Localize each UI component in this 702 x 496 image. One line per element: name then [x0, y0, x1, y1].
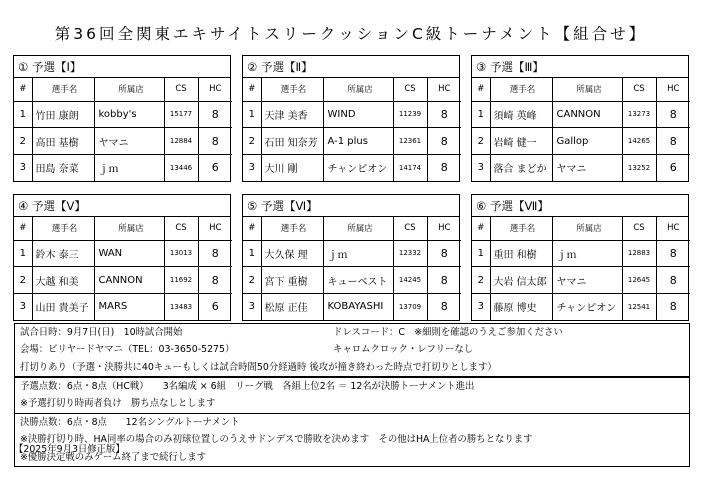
group-title: ④ 予選【Ⅴ】 — [14, 195, 230, 217]
player-name: 田島 奈菜 — [32, 154, 94, 181]
column-header-cs: CS — [164, 217, 198, 240]
player-no: 3 — [243, 293, 261, 320]
player-hc: 8 — [656, 128, 690, 155]
player-name: 藤原 博史 — [490, 293, 552, 320]
match-date: 試合日時：9月7日(日) 10時試合開始 — [20, 327, 183, 338]
player-hc: 8 — [198, 267, 232, 294]
player-name: 落合 まどか — [490, 154, 552, 181]
venue: 会場：ビリヤードヤマニ（TEL：03-3650-5275） — [20, 344, 235, 356]
group-title: ⑤ 予選【Ⅵ】 — [243, 195, 459, 217]
player-hc: 8 — [427, 101, 461, 128]
player-no: 2 — [472, 128, 490, 155]
player-cs: 13273 — [622, 101, 656, 128]
group-title: ③ 予選【Ⅲ】 — [472, 56, 688, 78]
group-table — [471, 55, 689, 182]
player-cs: 14245 — [393, 267, 427, 294]
player-shop: kobby's — [94, 101, 164, 128]
player-name: 山田 貴美子 — [32, 293, 94, 320]
player-hc: 8 — [198, 128, 232, 155]
column-header-cs: CS — [622, 78, 656, 101]
player-shop: チャンピオン — [552, 293, 622, 320]
final-note-championship: ※優勝決定戦のみゲーム終了まで続行します — [20, 451, 206, 463]
player-cs: 12361 — [393, 128, 427, 155]
final-rules-box — [14, 413, 690, 467]
player-name: 石田 知奈芳 — [261, 128, 323, 155]
player-shop: WIND — [323, 101, 393, 128]
player-name: 岩崎 健一 — [490, 128, 552, 155]
player-cs: 12332 — [393, 240, 427, 267]
column-header-name: 選手名 — [261, 217, 323, 240]
player-row — [14, 154, 232, 181]
player-table — [14, 217, 232, 320]
player-shop: MARS — [94, 293, 164, 320]
column-header-hc: HC — [427, 78, 461, 101]
player-no: 1 — [243, 240, 261, 267]
player-table — [243, 217, 461, 320]
player-row — [472, 128, 690, 155]
player-row — [243, 267, 461, 294]
cutoff-rule: 打切りあり（予選・決勝共に40キューもしくは試合時間50分経過時 後攻が撞き終わった時点で打切りとします） — [20, 361, 497, 373]
player-hc: 8 — [427, 154, 461, 181]
column-header-name: 選手名 — [261, 78, 323, 101]
player-cs: 12883 — [622, 240, 656, 267]
column-header-cs: CS — [393, 78, 427, 101]
group-title: ⑥ 予選【Ⅶ】 — [472, 195, 688, 217]
header-row — [472, 78, 690, 101]
player-table — [472, 78, 690, 181]
prelim-note: ※予選打切り時両者負け 勝ち点なしとします — [20, 398, 216, 410]
player-name: 宮下 重樹 — [261, 267, 323, 294]
player-cs: 13709 — [393, 293, 427, 320]
player-row — [14, 267, 232, 294]
column-header-no: # — [243, 78, 261, 101]
column-header-no: # — [243, 217, 261, 240]
column-header-shop: 所属店 — [94, 217, 164, 240]
player-no: 3 — [472, 154, 490, 181]
prelim-rules-box — [14, 377, 690, 414]
final-rule: 決勝点数：6点・8点 12名シングルトーナメント — [20, 417, 240, 428]
player-row — [472, 154, 690, 181]
player-shop: ｊｍ — [94, 154, 164, 181]
header-row — [472, 217, 690, 240]
player-row — [472, 267, 690, 294]
group-table — [13, 55, 231, 182]
player-row — [14, 128, 232, 155]
player-name: 天津 美香 — [261, 101, 323, 128]
player-no: 1 — [472, 101, 490, 128]
player-cs: 13446 — [164, 154, 198, 181]
prelim-rule: 予選点数：6点・8点（HC戦） 3名編成 × 6組 リーグ戦 各組上位2名 ＝ 12名が決勝トーナメント進出 — [20, 381, 475, 392]
column-header-cs: CS — [393, 217, 427, 240]
header-row — [243, 78, 461, 101]
group-table — [13, 194, 231, 321]
player-hc: 8 — [427, 240, 461, 267]
player-shop: ｊｍ — [323, 240, 393, 267]
player-no: 1 — [472, 240, 490, 267]
player-shop: KOBAYASHI — [323, 293, 393, 320]
column-header-name: 選手名 — [490, 78, 552, 101]
column-header-no: # — [472, 217, 490, 240]
player-shop: CANNON — [552, 101, 622, 128]
player-row — [472, 240, 690, 267]
player-table — [14, 78, 232, 181]
group-table — [471, 194, 689, 321]
player-no: 2 — [472, 267, 490, 294]
final-note-tiebreak: ※決勝打切り時、HA同率の場合のみ初球位置しのうえサドンデスで勝敗を決めます その他はHA上位者の勝ちとなります — [20, 434, 533, 446]
player-name: 大川 剛 — [261, 154, 323, 181]
column-header-name: 選手名 — [490, 217, 552, 240]
player-row — [243, 154, 461, 181]
player-hc: 8 — [427, 293, 461, 320]
player-cs: 12541 — [622, 293, 656, 320]
player-hc: 8 — [198, 101, 232, 128]
player-cs: 12645 — [622, 267, 656, 294]
player-row — [14, 240, 232, 267]
player-shop: Gallop — [552, 128, 622, 155]
player-row — [243, 128, 461, 155]
player-name: 大久保 理 — [261, 240, 323, 267]
player-shop: ヤマニ — [552, 154, 622, 181]
info-line — [15, 324, 689, 341]
group-title: ① 予選【Ⅰ】 — [14, 56, 230, 78]
column-header-hc: HC — [198, 217, 232, 240]
player-row — [243, 101, 461, 128]
player-shop: チャンピオン — [323, 154, 393, 181]
column-header-hc: HC — [427, 217, 461, 240]
player-cs: 11692 — [164, 267, 198, 294]
player-row — [243, 293, 461, 320]
player-shop: ヤマニ — [552, 267, 622, 294]
revision-note: 【2025年9月3日修正版】 — [14, 444, 125, 455]
player-row — [14, 101, 232, 128]
column-header-name: 選手名 — [32, 78, 94, 101]
player-cs: 13483 — [164, 293, 198, 320]
player-hc: 8 — [656, 293, 690, 320]
column-header-shop: 所属店 — [323, 217, 393, 240]
player-no: 2 — [243, 267, 261, 294]
player-hc: 6 — [198, 293, 232, 320]
player-name: 鈴木 泰三 — [32, 240, 94, 267]
group-table — [242, 55, 460, 182]
player-no: 3 — [14, 293, 32, 320]
player-hc: 8 — [656, 240, 690, 267]
column-header-no: # — [472, 78, 490, 101]
player-hc: 6 — [656, 154, 690, 181]
player-hc: 8 — [427, 267, 461, 294]
player-no: 2 — [14, 128, 32, 155]
player-name: 松原 正佳 — [261, 293, 323, 320]
player-row — [243, 240, 461, 267]
player-cs: 12884 — [164, 128, 198, 155]
page-title: 第36回全関東エキサイトスリークッションC級トーナメント【組合せ】 — [54, 25, 648, 43]
player-no: 3 — [243, 154, 261, 181]
schedule-info-box — [14, 323, 690, 377]
column-header-name: 選手名 — [32, 217, 94, 240]
player-cs: 14174 — [393, 154, 427, 181]
player-hc: 8 — [656, 101, 690, 128]
player-shop: ｊｍ — [552, 240, 622, 267]
column-header-shop: 所属店 — [94, 78, 164, 101]
player-name: 大岩 信太郎 — [490, 267, 552, 294]
player-hc: 6 — [198, 154, 232, 181]
player-shop: A-1 plus — [323, 128, 393, 155]
column-header-hc: HC — [656, 217, 690, 240]
column-header-cs: CS — [622, 217, 656, 240]
player-cs: 13013 — [164, 240, 198, 267]
player-cs: 14265 — [622, 128, 656, 155]
dress-code: ドレスコード：C ※細則を確認のうえご参加ください — [333, 327, 563, 338]
group-title: ② 予選【Ⅱ】 — [243, 56, 459, 78]
player-name: 大越 和美 — [32, 267, 94, 294]
player-no: 1 — [14, 240, 32, 267]
player-hc: 8 — [198, 240, 232, 267]
column-header-no: # — [14, 78, 32, 101]
player-row — [472, 101, 690, 128]
player-no: 1 — [14, 101, 32, 128]
column-header-hc: HC — [656, 78, 690, 101]
player-no: 2 — [14, 267, 32, 294]
clock-note: キャロムクロック・レフリーなし — [333, 344, 474, 356]
player-no: 2 — [243, 128, 261, 155]
column-header-no: # — [14, 217, 32, 240]
player-name: 竹田 康朗 — [32, 101, 94, 128]
column-header-shop: 所属店 — [552, 217, 622, 240]
column-header-shop: 所属店 — [323, 78, 393, 101]
header-row — [14, 78, 232, 101]
player-shop: CANNON — [94, 267, 164, 294]
player-cs: 15177 — [164, 101, 198, 128]
player-table — [472, 217, 690, 320]
player-row — [472, 293, 690, 320]
header-row — [243, 217, 461, 240]
player-no: 3 — [14, 154, 32, 181]
column-header-cs: CS — [164, 78, 198, 101]
player-name: 須崎 英峰 — [490, 101, 552, 128]
player-name: 高田 基樹 — [32, 128, 94, 155]
player-shop: WAN — [94, 240, 164, 267]
column-header-shop: 所属店 — [552, 78, 622, 101]
header-row — [14, 217, 232, 240]
column-header-hc: HC — [198, 78, 232, 101]
player-hc: 8 — [427, 128, 461, 155]
player-cs: 13252 — [622, 154, 656, 181]
player-row — [14, 293, 232, 320]
player-table — [243, 78, 461, 181]
group-table — [242, 194, 460, 321]
player-hc: 8 — [656, 267, 690, 294]
player-no: 1 — [243, 101, 261, 128]
player-no: 3 — [472, 293, 490, 320]
player-shop: キューベスト — [323, 267, 393, 294]
player-cs: 11239 — [393, 101, 427, 128]
player-shop: ヤマニ — [94, 128, 164, 155]
player-name: 重田 和樹 — [490, 240, 552, 267]
info-line — [15, 341, 689, 358]
